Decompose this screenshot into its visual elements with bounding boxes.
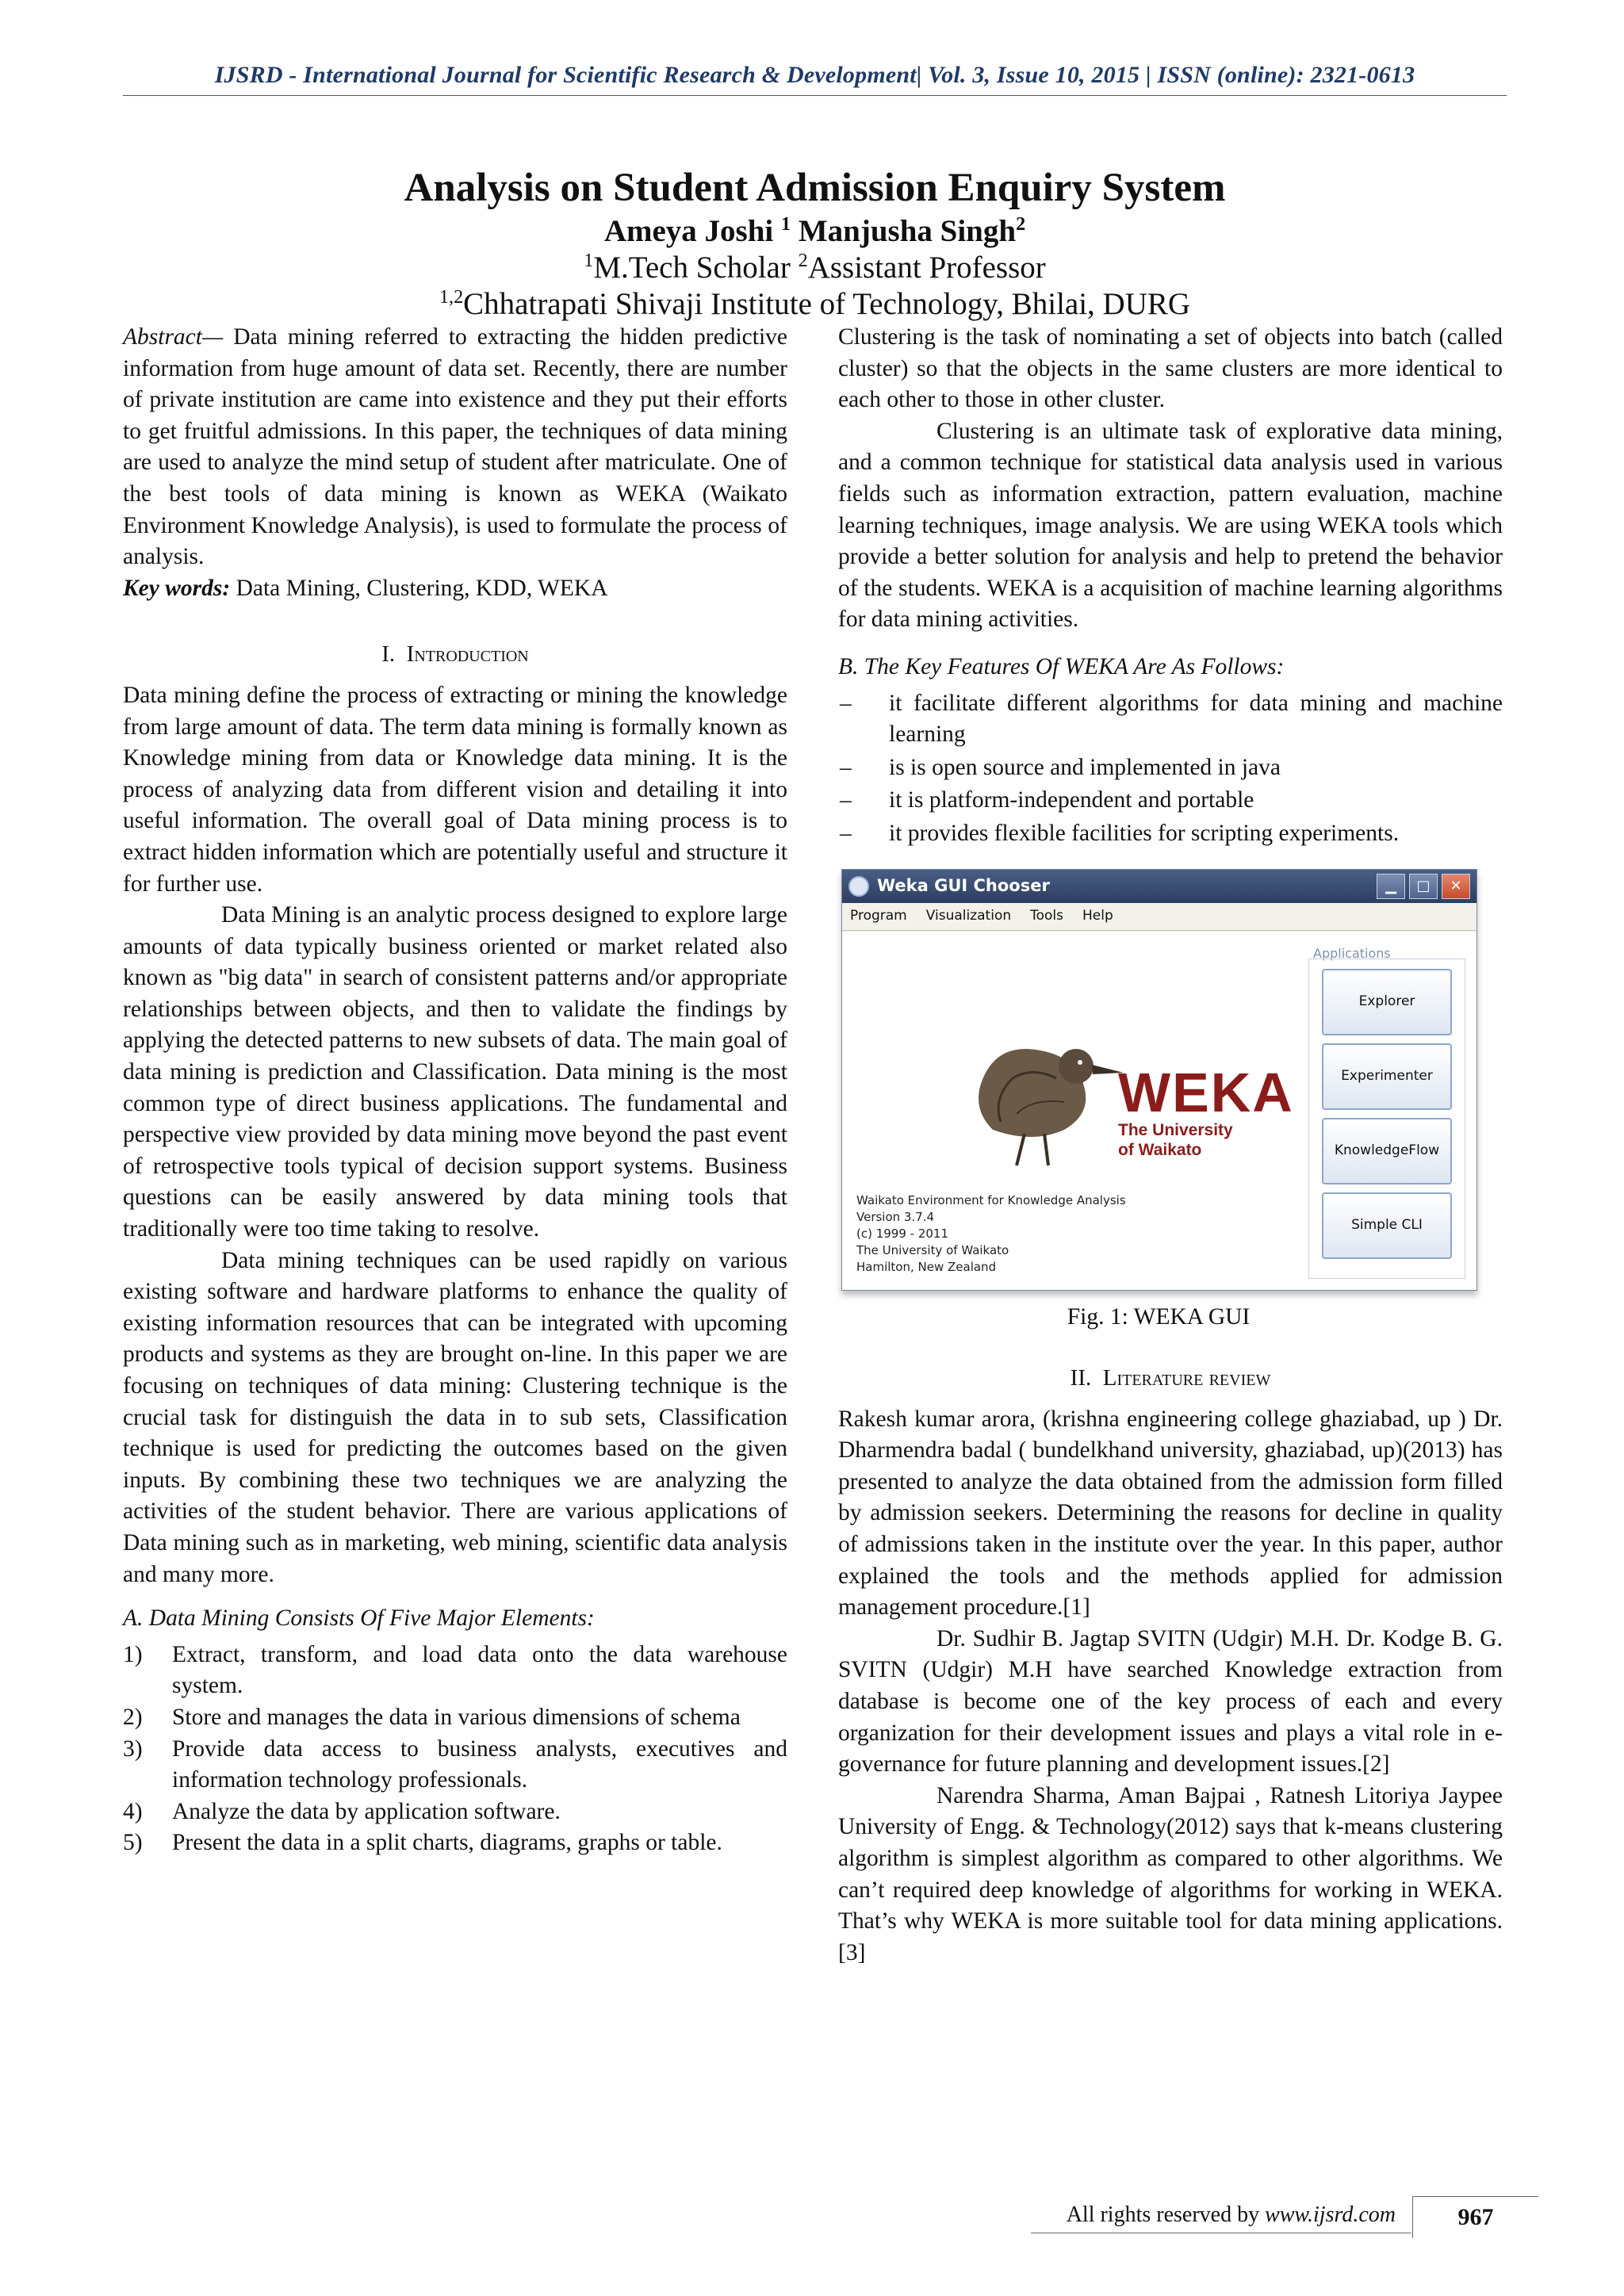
title-block: [123, 163, 1507, 323]
weka-titlebar: [842, 870, 1477, 903]
weka-window-title: Weka GUI Chooser: [877, 875, 1050, 895]
author-2: Manjusha Singh: [798, 214, 1017, 248]
institute-name: Chhatrapati Shivaji Institute of Technology, Bhilai, DURG: [463, 287, 1191, 321]
role-1: M.Tech Scholar: [593, 251, 791, 285]
footer-site-link[interactable]: www.ijsrd.com: [1265, 2202, 1396, 2227]
dash-bullet: –: [840, 754, 852, 780]
list-item-number: 5): [123, 1830, 143, 1856]
keywords-text: Data Mining, Clustering, KDD, WEKA: [230, 575, 608, 601]
intro-paragraph-3: Data mining techniques can be used rapidly on various existing software and hardware platforms to enhance the quality of existing information resources that can be integrated with upcoming products and systems as they are brought on-line. In this paper we are focusing on techniques of data mining: Clustering technique is the crucial task for distinguish the data in to sub sets, Classification technique is used for predicting the outcomes based on the given inputs. By combining these two techniques we are analyzing the activities of the student behavior. There are various applications of Data mining such as in marketing, web mining, scientific data analysis and many more.: [123, 1247, 787, 1587]
elements-list: [123, 1640, 787, 1859]
weka-info-text: [856, 1192, 1126, 1276]
role-2-affil: 2: [798, 250, 808, 271]
dash-bullet: –: [840, 690, 852, 716]
list-item-text: it provides flexible facilities for scripting experiments.: [889, 820, 1400, 846]
role-1-affil: 1: [584, 250, 594, 271]
keywords: [123, 573, 787, 605]
clustering-paragraph-1: Clustering is the task of nominating a set of objects into batch (called cluster) so that the objects in the same clusters are more identical to each other to those in other cluster.: [838, 324, 1503, 413]
abstract-label: Abstract—: [123, 324, 224, 350]
weka-info-line: Hamilton, New Zealand: [856, 1259, 997, 1274]
intro-paragraph-2: Data Mining is an analytic process designed to explore large amounts of data typically business oriented or market related also known as "big data" in search of consistent patterns and/or appropriate relationships between objects, and then to validate the findings by applying the detected patterns to new subsets of data. The main goal of data mining is prediction and Classification. Data mining is the most common type of direct business applications. The fundamental and perspective view provided by data mining move beyond the past event of retrospective tools typical of decision support systems. Business questions can be easily answered by data mining tools that traditionally were too time taking to resolve.: [123, 902, 787, 1242]
list-item: [838, 688, 1503, 751]
footer-rights: [1067, 2202, 1396, 2228]
weka-logo-text: WEKA: [1118, 1061, 1294, 1123]
list-item-text: it is platform-independent and portable: [889, 787, 1254, 813]
menu-item-program: Program: [850, 907, 907, 924]
weka-info-line: The University of Waikato: [856, 1242, 1009, 1257]
literature-paragraph-3: Narendra Sharma, Aman Bajpai , Ratnesh Litoriya Jaypee University of Engg. & Technology(2012) says that k-means clustering algorithm is simplest algorithm as compared to other algorithms. We can’t required deep knowledge of algorithms for working in WEKA. That’s why WEKA is more suitable tool for data mining applications.[3]: [838, 1782, 1503, 1965]
weka-info-line: (c) 1999 - 2011: [856, 1226, 949, 1241]
weka-body: [842, 932, 1477, 1290]
list-item: [123, 1702, 787, 1734]
list-item-text: Store and manages the data in various dimensions of schema: [172, 1704, 741, 1730]
list-item-number: 1): [123, 1641, 143, 1667]
author-1-affil: 1: [781, 213, 791, 235]
list-item: [838, 785, 1503, 817]
list-item: [838, 752, 1503, 784]
dash-bullet: –: [840, 787, 852, 813]
intro-paragraph-1: Data mining define the process of extracting or mining the knowledge from large amount of data. The term data mining is formally known as Knowledge mining from data or Knowledge data mining. It is the process of analyzing data from different vision and detailing it into useful information. The overall goal of Data mining process is to extract hidden information which are potentially useful and structure it for further use.: [123, 682, 787, 897]
figure-caption: Fig. 1: WEKA GUI: [1067, 1303, 1251, 1330]
institute-line: [123, 286, 1507, 323]
abstract-text: Data mining referred to extracting the hidden predictive information from huge amount of data set. Recently, there are number of private institution are came into existence and they put their efforts to get fruitful admissions. In this paper, the techniques of data mining are used to analyze the mind setup of student after matriculate. One of the best tools of data mining is known as WEKA (Waikato Environment Knowledge Analysis), is used to formulate the process of analysis.: [123, 324, 787, 570]
author-1: Ameya Joshi: [603, 214, 774, 248]
keywords-label: Key words:: [123, 575, 231, 601]
section-number: I.: [381, 641, 396, 668]
subsection-heading-a: A. Data Mining Consists Of Five Major Elements:: [123, 1605, 595, 1632]
list-item: [838, 818, 1503, 850]
weka-logo: [1118, 1061, 1294, 1160]
section-heading-introduction: [123, 639, 787, 671]
minimize-icon: ▁: [1377, 874, 1405, 899]
menu-item-tools: Tools: [1030, 907, 1064, 924]
roles-line: [123, 250, 1507, 286]
list-item: [123, 1734, 787, 1797]
weka-logo-subtitle-1: The University: [1118, 1120, 1233, 1139]
list-item-text: is is open source and implemented in java: [889, 754, 1281, 780]
list-item-text: it facilitate different algorithms for data mining and machine learning: [889, 690, 1503, 748]
maximize-icon: □: [1409, 874, 1438, 899]
weka-logo-subtitle-2: of Waikato: [1118, 1140, 1202, 1159]
clustering-paragraph-2: Clustering is an ultimate task of explorative data mining, and a common technique for statistical data analysis used in various fields such as information extraction, pattern evaluation, machine learning techniques, image analysis. We are using WEKA tools which provide a better solution for analysis and help to pretend the behavior of the students. WEKA is a acquisition of machine learning algorithms for data mining activities.: [838, 418, 1503, 633]
author-line: [123, 213, 1507, 250]
applications-label: Applications: [1313, 945, 1391, 961]
section-number: II.: [1070, 1365, 1092, 1391]
menu-item-help: Help: [1082, 907, 1113, 924]
applications-panel: [1308, 959, 1465, 1279]
menu-item-visualization: Visualization: [925, 907, 1012, 924]
weka-menubar: [842, 903, 1477, 931]
author-2-affil: 2: [1016, 213, 1026, 235]
paper-title: Analysis on Student Admission Enquiry System: [404, 166, 1226, 210]
dash-bullet: –: [840, 820, 852, 846]
weka-info-line: Waikato Environment for Knowledge Analysis: [856, 1192, 1126, 1207]
list-item-text: Provide data access to business analysts, executives and information technology professionals.: [172, 1735, 787, 1793]
knowledgeflow-button: KnowledgeFlow: [1322, 1118, 1452, 1184]
simple-cli-button: Simple CLI: [1322, 1192, 1452, 1259]
header-rule: [123, 95, 1507, 96]
explorer-button: Explorer: [1322, 969, 1452, 1035]
list-item: [123, 1827, 787, 1859]
list-item-text: Present the data in a split charts, diagrams, graphs or table.: [172, 1830, 722, 1856]
list-item-number: 3): [123, 1735, 143, 1762]
weka-window-screenshot: [841, 869, 1477, 1291]
section-title: Literature review: [1102, 1365, 1271, 1391]
institute-affil: 1,2: [439, 286, 464, 308]
list-item-text: Analyze the data by application software.: [172, 1798, 561, 1824]
list-item-text: Extract, transform, and load data onto the data warehouse system.: [172, 1641, 787, 1699]
section-heading-literature: [838, 1363, 1503, 1395]
right-column: [838, 322, 1503, 1969]
close-icon: ✕: [1442, 874, 1470, 899]
abstract: [123, 322, 787, 573]
figure-weka-gui: [841, 869, 1476, 1334]
weka-features-list: [838, 688, 1503, 850]
page-footer: [1031, 2196, 1538, 2236]
experimenter-button: Experimenter: [1322, 1043, 1452, 1110]
page-number: 967: [1412, 2196, 1538, 2238]
footer-rights-text: All rights reserved by: [1066, 2202, 1266, 2227]
weka-bird-icon: [937, 1011, 1128, 1169]
list-item-number: 2): [123, 1704, 143, 1730]
running-header: IJSRD - International Journal for Scientific Research & Development| Vol. 3, Issue 10, 2015 | ISSN (online): 2321-0613: [214, 62, 1415, 88]
list-item: [123, 1640, 787, 1702]
weka-app-icon: [848, 876, 869, 897]
role-2: Assistant Professor: [807, 251, 1046, 285]
list-item-number: 4): [123, 1798, 143, 1824]
literature-paragraph-2: Dr. Sudhir B. Jagtap SVITN (Udgir) M.H. Dr. Kodge B. G. SVITN (Udgir) M.H have searched Knowledge extraction from database is become one of the key process of each and every organization for their development issues and plays a vital role in e-governance for future planning and development issues.[2]: [838, 1625, 1503, 1777]
literature-paragraph-1: Rakesh kumar arora, (krishna engineering college ghaziabad, up ) Dr. Dharmendra badal ( bundelkhand university, ghaziabad, up)(2013) has presented to analyze the data obtained from the admission form filled by admission seekers. Determining the reasons for decline in quality of admissions taken in the institute over the year. In this paper, author explained the tools and the methods applied for admission management procedure.[1]: [838, 1406, 1503, 1621]
weka-info-line: Version 3.7.4: [856, 1209, 935, 1224]
section-title: Introduction: [406, 641, 529, 668]
subsection-heading-b: B. The Key Features Of WEKA Are As Follows:: [838, 653, 1285, 679]
list-item: [123, 1797, 787, 1828]
left-column: [123, 322, 787, 1859]
